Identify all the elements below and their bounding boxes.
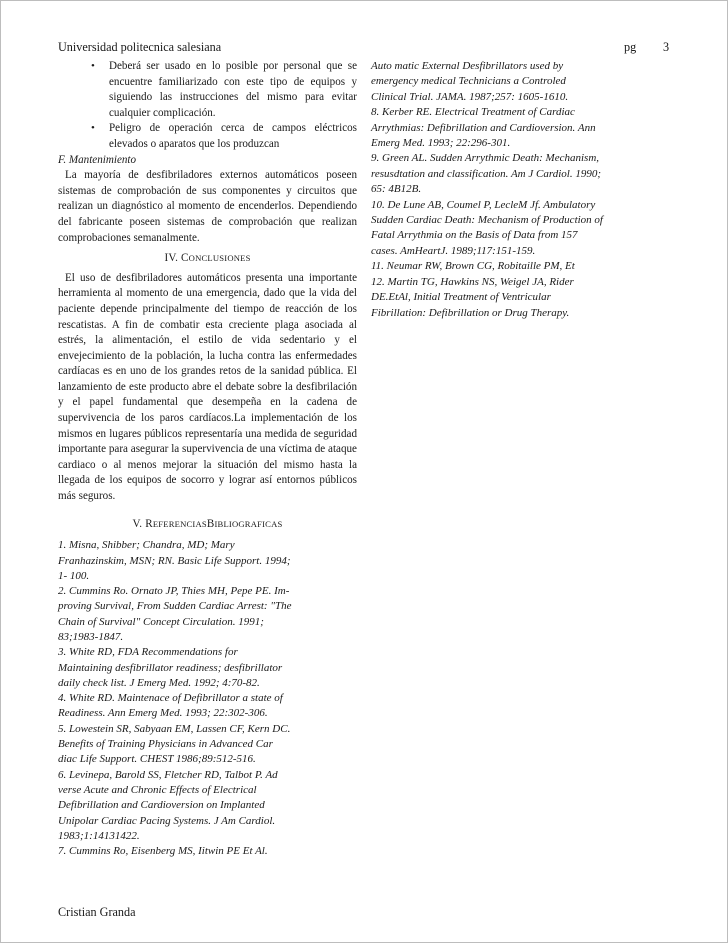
header-institution: Universidad politecnica salesiana <box>58 40 222 54</box>
bullet-item <box>58 121 357 152</box>
header-pg-label: pg <box>624 40 637 54</box>
right-column <box>371 59 603 321</box>
reference-item: 5. Lowestein SR, Sabyaan EM, Lassen CF, Kern DC. Benefits of Training Physicians in Advanced Car diac Life Support. CHEST 1986;89:512-516. <box>58 722 291 766</box>
reference-item: 11. Neumar RW, Brown CG, Robitaille PM, Et <box>371 260 575 273</box>
reference-item: 2. Cummins Ro. Ornato JP, Thies MH, Pepe PE. Im- proving Survival, From Sudden Cardiac Arrest: "The Chain of Survival" Concept Circulation. 1991; 83;1983-1847. <box>58 585 292 643</box>
references-heading-mid: EFERENCIAS <box>152 518 207 529</box>
bullet-list <box>58 59 357 153</box>
left-column <box>58 59 357 859</box>
references-heading-rest: IBLIOGRAFICAS <box>214 518 283 529</box>
reference-item: 4. White RD. Maintenace of Defibrillator a state of Readiness. Ann Emerg Med. 1993; 22:302-306. <box>58 692 283 720</box>
reference-item: 9. Green AL. Sudden Arrythmic Death: Mechanism, resusdtation and classification. Am J Cardiol. 1990; 65: 4B12B. <box>371 152 601 196</box>
bullet-text: Peligro de operación cerca de campos eléctricos elevados o aparatos que los produzcan <box>109 122 357 150</box>
reference-item: 10. De Lune AB, Coumel P, LecleM Jf. Ambulatory Sudden Cardiac Death: Mechanism of Production of Fatal Arrythmia on the Basis of Data from 157 cases. AmHeartJ. 1989;117:151-159. <box>371 198 603 257</box>
header-page-number: 3 <box>663 40 670 54</box>
reference-item: 6. Levinepa, Barold SS, Fletcher RD, Talbot P. Ad verse Acute and Chronic Effects of Electrical Defibrillation and Cardioversion on Implanted Unipolar Cardiac Pacing Systems. J Am Cardiol. 1983;1:14131422. <box>58 768 278 842</box>
reference-item: 7. Cummins Ro, Eisenberg MS, Iitwin PE Et Al. <box>58 845 268 858</box>
conclusions-heading <box>58 251 357 267</box>
bullet-icon: • <box>91 60 95 72</box>
reference-item: 12. Martin TG, Hawkins NS, Weigel JA, Rider DE.EtAl, Initial Treatment of Ventricular Fibrillation: Defibrillation or Drug Therapy. <box>371 275 574 319</box>
references-heading-b: B <box>206 517 215 530</box>
bullet-icon: • <box>91 122 95 135</box>
maintenance-heading: F. Mantenimiento <box>58 153 137 166</box>
reference-item: Auto matic External Desfibrillators used by emergency medical Technicians a Controled Clinical Trial. JAMA. 1987;257: 1605-1610. <box>371 60 569 103</box>
reference-item: 3. White RD, FDA Recommendations for Maintaining desfibrillator readiness; desfibrillator daily check list. J Emerg Med. 1992; 4:70-82. <box>58 646 283 689</box>
references-list-left <box>58 538 294 859</box>
conclusions-heading-rest: ONCLUSIONES <box>188 253 251 264</box>
bullet-item <box>58 59 357 121</box>
maintenance-paragraph: La mayoría de desfibriladores externos automáticos poseen sistemas de comprobación de sus componentes y circuitos que realizan un diagnóstico al momento de encenderlos. Dependiendo del fabricante poseen sistemas de comprobación que realizan comprobaciones semanalmente. <box>58 169 357 244</box>
reference-item: 1. Misna, Shibber; Chandra, MD; Mary Franhazinskim, MSN; RN. Basic Life Support. 1994; 1- 100. <box>58 539 291 582</box>
footer-author: Cristian Granda <box>58 905 136 919</box>
conclusions-heading-num: IV. C <box>164 252 189 265</box>
references-heading-num: V. R <box>132 517 153 530</box>
bullet-text: Deberá ser usado en lo posible por personal que se encuentre familiarizado con este tipo de equipos y siguiendo las instrucciones del mismo para evitar cualquier complicación. <box>109 60 357 119</box>
conclusions-paragraph: El uso de desfibriladores automáticos presenta una importante herramienta al momento de una emergencia, dado que la vida del paciente depende principalmente del tiempo de reacción de los rescatistas. A fin de combatir esta creciente plaga asociada al estrés, la alimentación, el estilo de vida sedentario y el envejecimiento de la población, la lucha contra las enfermedades cardíacas es en uno de los grandes retos de la sanidad pública. El lanzamiento de este producto abre el debate sobre la desfibrilación y el papel fundamental que desempeña en la cadena de supervivencia de los paros cardíacos.La implementación de los mismos en lugares públicos representaría una medida de seguridad importante para asegurar la supervivencia de una víctima de ataque cardiaco o al menos mejorar la situación del mismo hasta la llegada de los equipos de socorro y lograr así entornos públicos más seguros. <box>58 271 357 503</box>
references-heading <box>58 517 357 533</box>
reference-item: 8. Kerber RE. Electrical Treatment of Cardiac Arrythmias: Defibrillation and Cardioversion. Ann Emerg Med. 1993; 22:296-301. <box>371 106 596 150</box>
